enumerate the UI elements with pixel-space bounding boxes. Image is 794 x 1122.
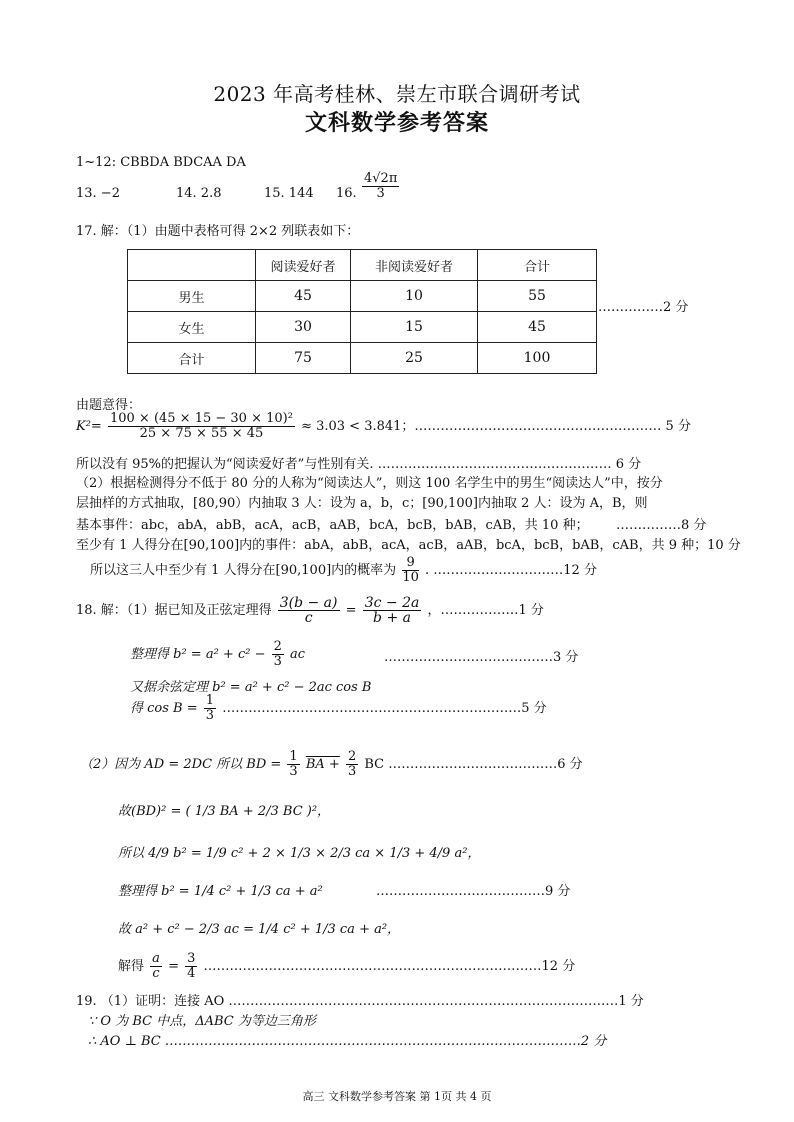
answer-16 <box>360 172 401 201</box>
contingency-table <box>127 249 597 374</box>
q18-line10-rn: 3 <box>187 951 196 966</box>
q18-score5: ……………………………………………………………5 分 <box>222 701 547 716</box>
prob-numerator: 9 <box>402 556 419 571</box>
k2-prefix: K²= <box>76 419 102 434</box>
k2-formula <box>76 412 691 441</box>
prob-denominator: 10 <box>402 570 419 585</box>
q17-probability <box>90 556 597 585</box>
table-cell: 10 <box>351 281 478 312</box>
prob-prefix: 所以这三人中至少有 1 人得分在[90,100]内的概率为 <box>90 563 397 578</box>
table-header-cell: 非阅读爱好者 <box>351 250 478 281</box>
q18-line4-fd: 3 <box>205 708 215 723</box>
q18-line3: 又据余弦定理 b² = a² + c² − 2ac cos B <box>130 680 372 695</box>
table-cell: 女生 <box>128 312 256 343</box>
score-table: ……………2 分 <box>598 300 689 315</box>
page-footer: 高三 文科数学参考答案 第 1页 共 4 页 <box>302 1090 492 1103</box>
table-cell: 男生 <box>128 281 256 312</box>
table-cell: 25 <box>351 343 478 374</box>
q18-line5 <box>80 750 583 779</box>
q18-line5-f2d: 3 <box>347 764 357 779</box>
q19-line3: ∴ AO ⊥ BC ……………………………………………………………………………………2 分 <box>88 1034 607 1049</box>
q17-part2-line3: 基本事件：abc，abA，abB，acA，acB，aAB，bcA，bcB，bAB，cAB，共 10 种； <box>76 518 589 533</box>
score-8: ……………8 分 <box>616 518 707 533</box>
q18-score12: ……………………………………………………………………12 分 <box>203 959 576 974</box>
q17-conclusion: 所以没有 95%的把握认为“阅读爱好者”与性别有关. ……………………………………………… 6 分 <box>76 457 642 472</box>
table-cell: 55 <box>478 281 597 312</box>
k2-denominator: 25 × 75 × 55 × 45 <box>139 426 264 441</box>
q18-frac2-den: b + a <box>373 610 411 626</box>
q18-line5-suffix: BC …………………………………6 分 <box>364 757 583 772</box>
q17-given: 由题意得： <box>76 398 142 413</box>
q18-line10-prefix: 解得 <box>118 959 145 974</box>
answer-15: 15. 144 <box>264 186 314 201</box>
q18-line10-eq: = <box>168 959 179 974</box>
table-row <box>128 281 597 312</box>
q18-line2 <box>130 640 305 669</box>
document-title: 2023 年高考桂林、崇左市联合调研考试 <box>213 82 581 106</box>
q18-line4-prefix: 得 cos B = <box>130 701 198 716</box>
q18-score1: ，………………1 分 <box>427 603 544 618</box>
q19-line1: 19. （1）证明：连接 AO ………………………………………………………………………………1 分 <box>76 994 644 1009</box>
q18-line4 <box>130 694 547 723</box>
table-header-row <box>128 250 597 281</box>
choice-answers: 1~12: CBBDA BDCAA DA <box>76 155 246 170</box>
q19-line2: ∵ O 为 BC 中点，ΔABC 为等边三角形 <box>88 1014 316 1029</box>
prob-suffix: . …………………………12 分 <box>425 563 597 578</box>
q18-frac1-den: c <box>304 610 313 626</box>
q18-line10-rd: 4 <box>187 966 196 981</box>
q18-line8: 整理得 b² = 1/4 c² + 1/3 ca + a² <box>118 884 323 899</box>
q17-part2-line4: 至少有 1 人得分在[90,100]内的事件：abA，abB，acA，acB，aAB，bcA，bcB，bAB，cAB，共 9 种；10 分 <box>76 538 741 553</box>
q18-line2-prefix: 整理得 b² = a² + c² − <box>130 647 266 662</box>
q18-line10-fn: a <box>152 951 160 966</box>
q18-score3: …………………………………3 分 <box>384 650 579 665</box>
q17-part2-line2: 层抽样的方式抽取，[80,90）内抽取 3 人：设为 a，b，c；[90,100]内抽取 2 人：设为 A，B，则 <box>76 496 648 511</box>
table-cell: 45 <box>478 312 597 343</box>
answer-16-numerator: 4√2π <box>364 171 398 186</box>
q18-line2-suffix: ac <box>290 647 306 662</box>
q18-line5-prefix: （2）因为 AD = 2DC 所以 BD = <box>80 757 282 772</box>
q18-line10 <box>118 952 575 981</box>
q18-line5-f1n: 1 <box>289 749 298 764</box>
q18-line7: 所以 4/9 b² = 1/9 c² + 2 × 1/3 × 2/3 ca × 1/3 + 4/9 a²， <box>118 846 481 861</box>
q18-line5-mid: BA + <box>305 757 340 772</box>
table-cell: 15 <box>351 312 478 343</box>
k2-suffix: ≈ 3.03 < 3.841；………………………………………………… 5 分 <box>301 419 691 434</box>
q18-line1-prefix: 18. 解：（1）据已知及正弦定理得 <box>76 603 272 618</box>
q18-line4-fn: 1 <box>205 693 215 708</box>
q18-line2-fd: 3 <box>273 654 282 669</box>
q17-intro: 17. 解：（1）由题中表格可得 2×2 列联表如下： <box>76 224 360 239</box>
table-row <box>128 312 597 343</box>
q18-frac2-num: 3c − 2a <box>364 595 420 611</box>
q17-part2-line1: （2）根据检测得分不低于 80 分的人称为“阅读达人”，则这 100 名学生中的男生“阅读达人”中，按分 <box>76 476 663 491</box>
document-subtitle: 文科数学参考答案 <box>304 110 489 136</box>
k2-numerator: 100 × (45 × 15 − 30 × 10)² <box>109 411 293 426</box>
table-header-cell <box>128 250 256 281</box>
answer-16-label: 16. <box>336 186 357 201</box>
table-header-cell: 阅读爱好者 <box>256 250 351 281</box>
q18-line2-fn: 2 <box>273 639 282 654</box>
q18-line10-fd: c <box>152 966 160 981</box>
q18-score9: …………………………………9 分 <box>376 884 571 899</box>
table-cell: 30 <box>256 312 351 343</box>
table-row <box>128 343 597 374</box>
q18-line1: 18. 解：（1）据已知及正弦定理得 $\frac{3(b - a)}{c}$ = $\frac{3c - 2a}{b + a}$ ，………………1 分 <box>76 595 544 626</box>
q18-line5-f2n: 2 <box>347 749 357 764</box>
table-cell: 合计 <box>128 343 256 374</box>
answer-16-denominator: 3 <box>376 186 385 201</box>
q18-line9: 故 a² + c² − 2/3 ac = 1/4 c² + 1/3 ca + a²， <box>118 922 401 937</box>
q18-frac1-num: 3(b − a) <box>279 595 338 611</box>
table-cell: 45 <box>256 281 351 312</box>
table-cell: 75 <box>256 343 351 374</box>
q18-line5-f1d: 3 <box>289 764 298 779</box>
table-header-cell: 合计 <box>478 250 597 281</box>
q18-line6: 故(BD)² = ( 1/3 BA + 2/3 BC )²， <box>118 804 331 819</box>
answer-14: 14. 2.8 <box>176 186 222 201</box>
table-cell: 100 <box>478 343 597 374</box>
answer-13: 13. −2 <box>76 186 120 201</box>
